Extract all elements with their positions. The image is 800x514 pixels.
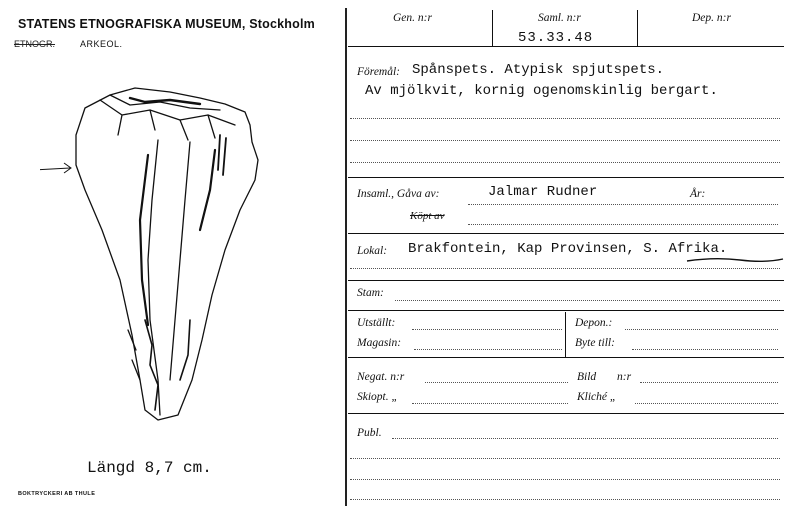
magasin-label: Magasin: (357, 337, 402, 349)
museum-title: STATENS ETNOGRAFISKA MUSEUM, Stockholm (18, 17, 315, 31)
printer-imprint: BOKTRYCKERI AB THULE (18, 491, 96, 497)
skiopt-dotline (412, 403, 568, 404)
utstallt-divider (565, 312, 566, 357)
card-divider (345, 8, 347, 506)
saml-nr-label: Saml. n:r (538, 12, 581, 24)
stam-dotline (395, 300, 780, 301)
insaml-value: Jalmar Rudner (488, 184, 598, 200)
dep-nr-label: Dep. n:r (692, 12, 731, 24)
bild-label: Bild (577, 371, 597, 383)
foremal-line2: Av mjölkvit, kornig ogenomskinlig bergart. (365, 83, 718, 99)
negat-rule (348, 413, 784, 414)
depon-label: Depon.: (575, 317, 613, 329)
byte-label: Byte till: (575, 337, 615, 349)
utstallt-label: Utställt: (357, 317, 396, 329)
saml-nr-value: 53.33.48 (518, 30, 594, 46)
publ-dotline-2 (350, 458, 780, 459)
insaml-label: Insaml., Gåva av: (357, 188, 440, 200)
stam-label: Stam: (357, 287, 384, 299)
artifact-outline (76, 88, 258, 420)
kliche-label: Kliché „ (577, 391, 617, 403)
artifact-drawing (40, 80, 280, 440)
kliche-dotline (635, 403, 778, 404)
utstallt-rule (348, 357, 784, 358)
byte-dotline (632, 349, 778, 350)
kopt-label: Köpt av (410, 210, 445, 222)
insaml-rule (348, 233, 784, 234)
foremal-label: Föremål: (357, 66, 401, 78)
dept-struck-label: ETNOGR. (14, 39, 56, 49)
lokal-underline (685, 255, 785, 267)
ar-label: År: (690, 188, 706, 200)
bild-dotline (640, 382, 778, 383)
lokal-value: Brakfontein, Kap Provinsen, S. Afrika. (408, 241, 728, 257)
publ-dotline-4 (350, 499, 780, 500)
foremal-line1: Spånspets. Atypisk spjutspets. (412, 62, 665, 78)
foremal-dotline-1 (350, 118, 780, 119)
foremal-rule (348, 177, 784, 178)
utstallt-dotline (412, 329, 562, 330)
lokal-rule (348, 280, 784, 281)
kopt-dotline (468, 224, 778, 225)
negat-dotline (425, 382, 568, 383)
header-rule (348, 46, 784, 47)
lokal-dotline (350, 268, 780, 269)
publ-dotline-1 (392, 438, 778, 439)
dept-label: ARKEOL. (80, 39, 123, 49)
insaml-dotline (468, 204, 778, 205)
skiopt-label: Skiopt. „ (357, 391, 398, 403)
foremal-dotline-2 (350, 140, 780, 141)
negat-label: Negat. n:r (357, 371, 405, 383)
publ-label: Publ. (357, 427, 382, 439)
publ-dotline-3 (350, 479, 780, 480)
stam-rule (348, 310, 784, 311)
header-divider-2 (637, 10, 638, 46)
bild-nr-label: n:r (617, 371, 632, 383)
pointer-arrow (40, 163, 71, 173)
length-text: Längd 8,7 cm. (87, 459, 212, 477)
lokal-label: Lokal: (357, 245, 388, 257)
gen-nr-label: Gen. n:r (393, 12, 432, 24)
depon-dotline (625, 329, 778, 330)
header-divider-1 (492, 10, 493, 46)
magasin-dotline (414, 349, 562, 350)
foremal-dotline-3 (350, 162, 780, 163)
